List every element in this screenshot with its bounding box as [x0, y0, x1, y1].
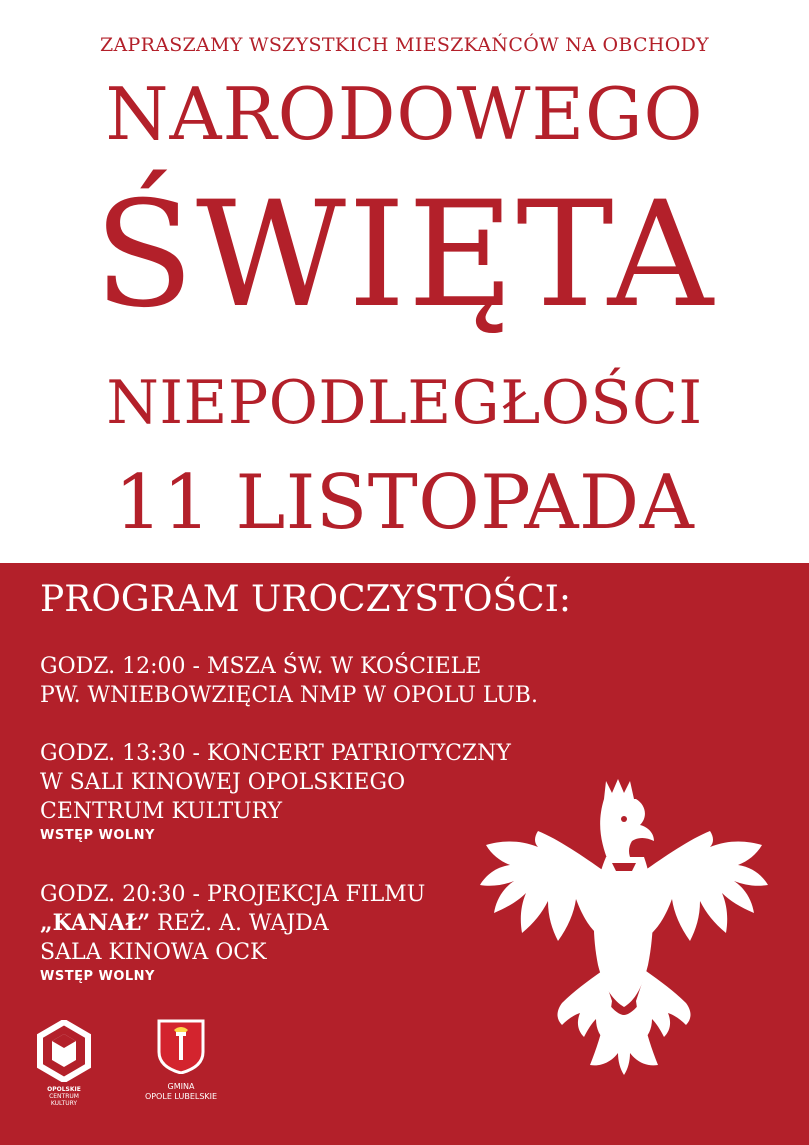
- event-3-line-3: SALA KINOWA OCK: [40, 940, 267, 965]
- film-title: „KANAŁ”: [40, 910, 151, 936]
- gmina-line-2: OPOLE LUBELSKIE: [144, 1092, 218, 1101]
- ock-logo-text: [26, 1086, 102, 1107]
- title-line-3: NIEPODLEGŁOŚCI: [106, 368, 703, 438]
- film-director: REŻ. A. WAJDA: [150, 911, 329, 936]
- event-2-line-3: CENTRUM KULTURY: [40, 799, 283, 824]
- event-2-line-2: W SALI KINOWEJ OPOLSKIEGO: [40, 770, 406, 795]
- event-3-free-entry: WSTĘP WOLNY: [40, 969, 155, 984]
- white-eagle-icon: [478, 775, 770, 1077]
- title-line-1: NARODOWEGO: [105, 72, 704, 156]
- ock-logo-icon: [36, 1020, 92, 1082]
- event-3-line-1: GODZ. 20:30 - PROJEKCJA FILMU: [40, 882, 426, 907]
- gmina-logo-text: [138, 1082, 224, 1102]
- ock-line-1: OPOLSKIE: [47, 1086, 81, 1093]
- invitation-text: ZAPRASZAMY WSZYSTKICH MIESZKAŃCÓW NA OBCHODY: [100, 34, 709, 56]
- program-event-2: [40, 739, 511, 846]
- event-2-line-1: GODZ. 13:30 - KONCERT PATRIOTYCZNY: [40, 741, 511, 766]
- ock-line-2: CENTRUM: [49, 1093, 79, 1100]
- program-heading: PROGRAM UROCZYSTOŚCI:: [40, 579, 572, 620]
- gmina-line-1: GMINA: [167, 1082, 195, 1091]
- event-1-line-1: GODZ. 12:00 - MSZA ŚW. W KOŚCIELE: [40, 654, 482, 679]
- gmina-coat-of-arms-icon: [156, 1018, 206, 1074]
- title-line-2: ŚWIĘTA: [93, 170, 716, 340]
- program-event-1: [40, 652, 538, 710]
- event-1-line-2: PW. WNIEBOWZIĘCIA NMP W OPOLU LUB.: [40, 683, 538, 708]
- event-2-free-entry: WSTĘP WOLNY: [40, 828, 155, 843]
- event-3-line-2: [40, 909, 425, 938]
- ock-line-3: KULTURY: [50, 1100, 78, 1107]
- event-date: 11 LISTOPADA: [114, 458, 695, 546]
- program-event-3: [40, 880, 425, 987]
